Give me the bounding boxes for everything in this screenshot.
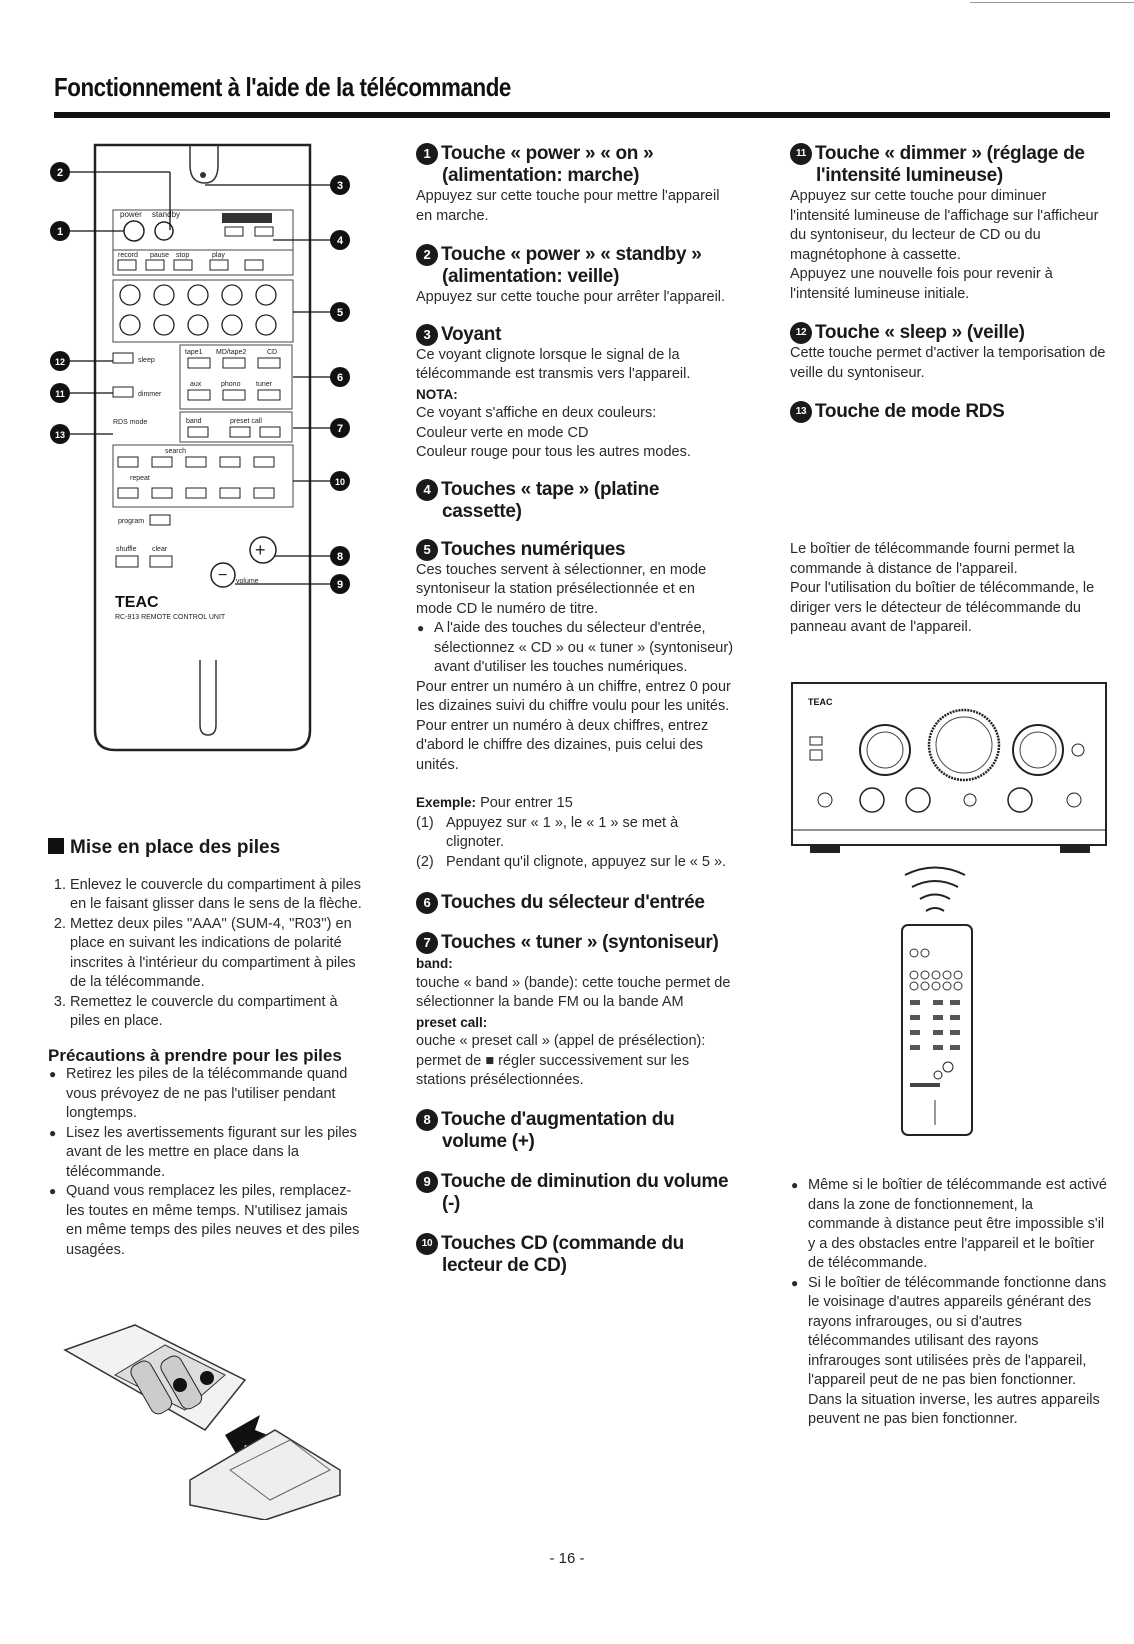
callout-9: 9 [336, 579, 344, 591]
numeric-bullet: ● A l'aide des touches du sélecteur d'entrée, sélectionnez « CD » ou « tuner » (syntoniseur) avant d'utiliser les touches numériques. [434, 619, 734, 678]
remote-play-label: play [212, 252, 225, 259]
remote-rds-label: RDS mode [113, 419, 148, 426]
numeric-bullets [416, 619, 734, 678]
remote-model: RC-913 REMOTE CONTROL UNIT [115, 614, 226, 621]
section-input-selector: 6 Touches du sélecteur d'entrée [416, 892, 734, 914]
precaution-item: ● Quand vous remplacez les piles, remplacez-les toutes en même temps. N'utilisez jamais en même temps des piles neuves et des piles usagées. [66, 1182, 366, 1260]
numeric-text-2: Pour entrer un numéro à un chiffre, entrez 0 pour les dizaines suivi du chiffre voulu pour les unités. Pour entrer un numéro à deux chiffres, entrez d'abord le chiffre des dizaines, puis celui des unités. [416, 678, 731, 773]
remote-pause-label: pause [150, 252, 170, 259]
remote-illustration [40, 135, 370, 775]
remote-dimmer-label: dimmer [138, 391, 162, 398]
precautions-list [48, 1065, 366, 1260]
callout-1: 1 [56, 226, 64, 238]
intro-text: Le boîtier de télécommande fourni permet la commande à distance de l'appareil. [790, 541, 1075, 577]
callout-5: 5 [336, 307, 344, 319]
amplifier-illustration [790, 675, 1110, 1145]
remote-brand: TEAC [115, 594, 159, 611]
remote-shuffle-label: shuffle [116, 546, 137, 553]
right-intro [790, 540, 1108, 638]
remote-repeat-label: repeat [130, 475, 150, 482]
remote-tape2-label: MD/tape2 [216, 349, 247, 356]
note-item: ● Même si le boîtier de télécommande est activé dans la zone de fonctionnement, la commande à distance peut être impossible s'il y a des obstacles entre l'appareil et le boîtier de télécommande. [808, 1176, 1108, 1274]
section-rds: 13 Touche de mode RDS [790, 401, 1108, 423]
section-sleep: 12 Touche « sleep » (veille) [790, 322, 1108, 344]
remote-stop-label: stop [176, 252, 190, 259]
amp-brand: TEAC [808, 697, 833, 707]
batteries-heading: Mise en place des piles [48, 838, 366, 858]
remote-band-label: band [186, 418, 202, 425]
section-power-standby: 2 Touche « power » « standby » (alimentation: veille) [416, 244, 734, 288]
section-number: 8 [416, 1109, 438, 1131]
remote-program-label: program [118, 518, 145, 525]
precaution-item: ● Retirez les piles de la télécommande quand vous prévoyez de ne pas l'utiliser pendant longtemps. [66, 1065, 366, 1124]
page-title: Fonctionnement à l'aide de la télécommande [54, 72, 511, 102]
example-label: Exemple: [416, 795, 477, 810]
band-text: touche « band » (bande): cette touche permet de sélectionner la bande FM ou la bande AM [416, 974, 731, 1010]
nota-label: NOTA: [416, 386, 458, 402]
remote-tuner-label: tuner [256, 381, 272, 388]
remote-phono-label: phono [221, 381, 241, 388]
nota-line: Couleur rouge pour tous les autres modes. [416, 444, 691, 460]
section-volume-up: 8 Touche d'augmentation du volume (+) [416, 1109, 734, 1153]
power-standby-text: Appuyez sur cette touche pour arrêter l'appareil. [416, 289, 726, 305]
remote-sleep-label: sleep [138, 357, 155, 364]
section-tuner: 7 Touches « tuner » (syntoniseur) [416, 932, 734, 954]
top-corner-rule [970, 2, 1134, 3]
section-volume-down: 9 Touche de diminution du volume (-) [416, 1171, 734, 1215]
section-number: 7 [416, 932, 438, 954]
nota-line: Ce voyant s'affiche en deux couleurs: [416, 405, 657, 421]
callout-10: 10 [334, 477, 346, 487]
right-notes [790, 1176, 1108, 1430]
battery-step: 1. Enlevez le couvercle du compartiment à piles en le faisant glisser dans le sens de la flèche. [70, 876, 366, 915]
remote-aux-label: aux [190, 381, 202, 388]
remote-search-label: search [165, 448, 187, 455]
callout-8: 8 [336, 551, 344, 563]
remote-record-label: record [118, 252, 138, 259]
power-on-text: Appuyez sur cette touche pour mettre l'appareil en marche. [416, 188, 720, 224]
remote-standby-label: standby [152, 210, 181, 219]
callout-12: 12 [54, 357, 66, 367]
section-cd: 10 Touches CD (commande du lecteur de CD) [416, 1233, 734, 1277]
section-numeric: 5 Touches numériques [416, 539, 734, 561]
example-text: Pour entrer 15 [480, 795, 573, 811]
section-number: 3 [416, 324, 438, 346]
remote-clear-label: clear [152, 546, 168, 553]
section-number: 9 [416, 1171, 438, 1193]
section-number: 1 [416, 143, 438, 165]
remote-preset-label: preset call [230, 418, 262, 425]
section-number: 11 [790, 143, 812, 165]
page-number: - 16 - [549, 1550, 585, 1567]
callout-3: 3 [336, 180, 344, 192]
sleep-text: Cette touche permet d'activer la temporisation de veille du syntoniseur. [790, 345, 1106, 381]
section-number: 6 [416, 892, 438, 914]
remote-volume-label: volume [236, 578, 259, 585]
title-rule [54, 112, 1110, 118]
section-dimmer: 11 Touche « dimmer » (réglage de l'intensité lumineuse) [790, 143, 1108, 187]
callout-13: 13 [54, 430, 66, 440]
voyant-text: Ce voyant clignote lorsque le signal de la télécommande est transmis vers l'appareil. [416, 346, 691, 382]
section-number: 5 [416, 539, 438, 561]
callout-7: 7 [336, 423, 344, 435]
svg-text:−: − [218, 567, 228, 584]
callout-4: 4 [336, 235, 344, 247]
section-power-on: 1 Touche « power » « on » (alimentation: marche) [416, 143, 734, 187]
remote-power-label: power [120, 210, 142, 219]
section-tape: 4 Touches « tape » (platine cassette) [416, 479, 734, 523]
svg-text:+: + [255, 540, 266, 560]
note-item: ● Si le boîtier de télécommande fonctionne dans le voisinage d'autres appareils générant des rayons infrarouges, ou si d'autres télécommandes utilisant des rayons infrarouges sont utilisées près de l'appareil, l'appareil peut de ne pas bien fonctionner. Dans la situation inverse, les autres appareils peuvent ne pas bien fonctionner. [808, 1274, 1108, 1430]
section-number: 4 [416, 479, 438, 501]
intro-text-2: Pour l'utilisation du boîtier de télécommande, le diriger vers le détecteur de télécommande du panneau avant de l'appareil. [790, 580, 1095, 635]
example-step: (1) Appuyez sur « 1 », le « 1 » se met à clignoter. [416, 814, 679, 850]
middle-column [416, 143, 734, 1277]
band-label: band: [416, 956, 453, 971]
precautions-heading: Précautions à prendre pour les piles [48, 1045, 342, 1065]
battery-step: 2. Mettez deux piles ''AAA'' (SUM-4, ''R03'') en place en suivant les indications de polarité inscrites à l'intérieur du compartiment à piles de la télécommande. [70, 915, 366, 993]
nota-line: Couleur verte en mode CD [416, 424, 589, 441]
section-number: 12 [790, 322, 812, 344]
battery-illustration [55, 1320, 345, 1520]
battery-steps [48, 876, 366, 1032]
section-number: 13 [790, 401, 812, 423]
dimmer-text: Appuyez sur cette touche pour diminuer l'intensité lumineuse de l'affichage sur l'afficheur du syntoniseur, du lecteur de CD ou du magnétophone à cassette. [790, 188, 1099, 263]
callout-11: 11 [55, 389, 65, 399]
preset-text: ouche « preset call » (appel de présélection): permet de ■ régler successivement sur les stations présélectionnées. [416, 1033, 706, 1088]
section-number: 10 [416, 1233, 438, 1255]
numeric-text: Ces touches servent à sélectionner, en mode syntoniseur la station présélectionnée et en mode CD le numéro de titre. [416, 561, 707, 617]
example-steps [416, 814, 734, 873]
callout-2: 2 [56, 167, 64, 179]
right-column-top [790, 143, 1108, 423]
example-step: (2) Pendant qu'il clignote, appuyez sur le « 5 ». [416, 853, 727, 870]
section-voyant: 3 Voyant [416, 324, 734, 346]
preset-label: preset call: [416, 1014, 488, 1030]
notes-list [790, 1176, 1108, 1430]
batteries-section [48, 838, 366, 1260]
battery-step: 3. Remettez le couvercle du compartiment à piles en place. [70, 993, 366, 1032]
dimmer-text-2: Appuyez une nouvelle fois pour revenir à l'intensité lumineuse initiale. [790, 266, 1053, 302]
remote-tape1-label: tape1 [185, 349, 203, 356]
remote-cd-label: CD [267, 349, 278, 356]
callout-6: 6 [336, 372, 344, 384]
precaution-item: ● Lisez les avertissements figurant sur les piles avant de les mettre en place dans la télécommande. [66, 1124, 366, 1183]
section-number: 2 [416, 244, 438, 266]
